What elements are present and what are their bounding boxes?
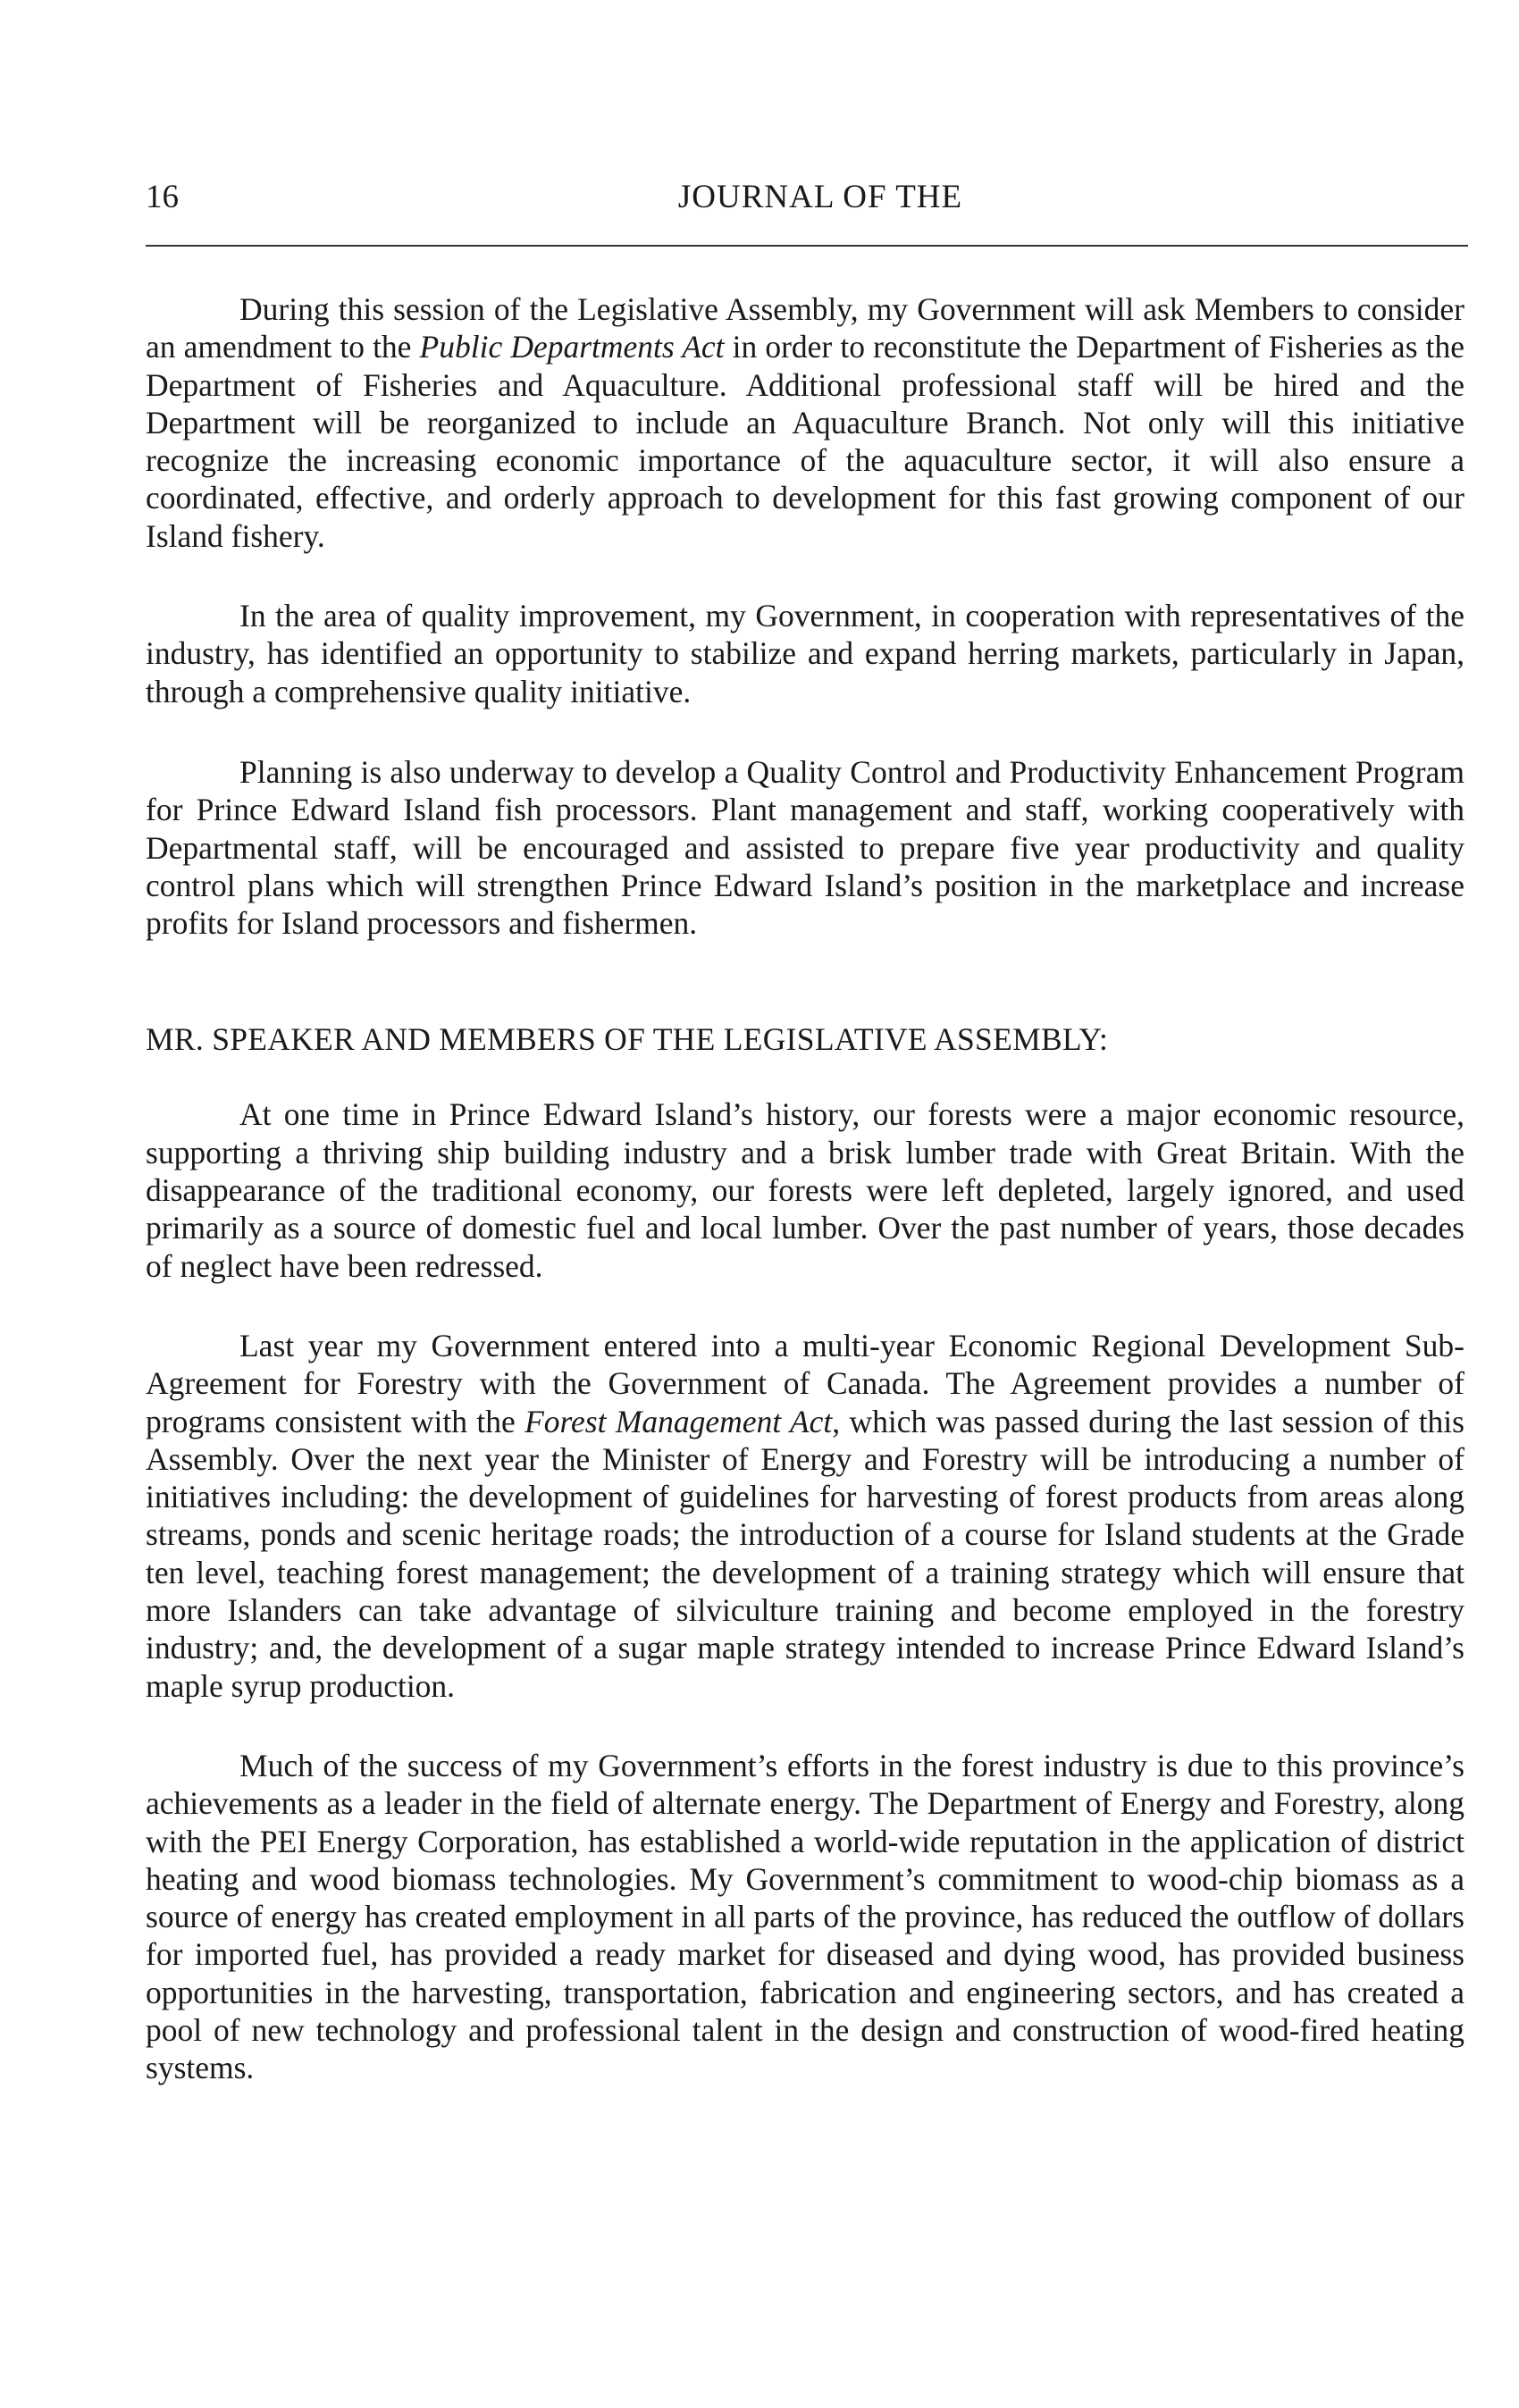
paragraph-gap [146, 1058, 1464, 1095]
paragraph-gap [146, 555, 1464, 597]
paragraph-gap [146, 710, 1464, 753]
page-number: 16 [146, 179, 179, 215]
journal-title: JOURNAL OF THE [677, 179, 963, 215]
paragraph-text: During this session of the Legislative Assembly, my Government will ask Members to consider an amendment to the [146, 291, 1464, 365]
section-heading: MR. SPEAKER AND MEMBERS OF THE LEGISLATIVE ASSEMBLY: [146, 1021, 1109, 1058]
paragraph-forests-history: At one time in Prince Edward Island’s history, our forests were a major economic resource, supporting a thriving ship building industry and a brisk lumber trade with Great Britain. With the disappearance of the traditional economy, our forests were left depleted, largely ignored, and used primarily as a source of domestic fuel and local lumber. Over the past number of years, those decades of neglect have been redressed. [146, 1096, 1464, 1284]
paragraph-quality-improvement: In the area of quality improvement, my Government, in cooperation with representatives of the industry, has identified an opportunity to stabilize and expand herring markets, particularly in Japan, through a comprehensive quality initiative. [146, 598, 1464, 709]
running-head [146, 175, 1468, 220]
act-title: Public Departments Act [419, 329, 725, 365]
paragraph-gap [146, 1705, 1464, 1747]
paragraph-text: in order to reconstitute the Department of Fisheries as the Department of Fisheries and Aquaculture. Additional professional staff will be hired and the Department will be reorganized to include an Aquaculture Branch. Not only will this initiative recognize the increasing economic importance of the aquaculture sector, it will also ensure a coordinated, effective, and orderly approach to development for this fast growing component of our Island fishery. [146, 329, 1464, 554]
paragraph-text: , which was passed during the last session of this Assembly. Over the next year the Minister of Energy and Forestry will be introducing a number of initiatives including: the development of guidelines for harvesting of forest products from areas along streams, ponds and scenic heritage roads; the introduction of a course for Island students at the Grade ten level, teaching forest management; the development of a training strategy which will ensure that more Islanders can take advantage of silviculture training and become employed in the forestry industry; and, the development of a sugar maple strategy intended to increase Prince Edward Island’s maple syrup production. [146, 1403, 1464, 1704]
header-rule [146, 245, 1468, 247]
paragraph-productivity-program: Planning is also underway to develop a Quality Control and Productivity Enhancement Program for Prince Edward Island fish processors. Plant management and staff, working cooperatively with Departmental staff, will be encouraged and assisted to prepare five year productivity and quality control plans which will strengthen Prince Edward Island’s position in the marketplace and increase profits for Island processors and fishermen. [146, 753, 1464, 942]
paragraph-text: Last year my Government entered into a multi-year Economic Regional Development Sub-Agreement for Forestry with the Government of Canada. The Agreement provides a number of programs consistent with the [146, 1327, 1464, 1439]
section-gap [146, 942, 1464, 1020]
paragraph-alternate-energy: Much of the success of my Government’s efforts in the forest industry is due to this province’s achievements as a leader in the field of alternate energy. The Department of Energy and Forestry, along with the PEI Energy Corporation, has established a world-wide reputation in the application of district heating and wood biomass technologies. My Government’s commitment to wood-chip biomass as a source of energy has created employment in all parts of the province, has reduced the outflow of dollars for imported fuel, has provided a ready market for diseased and dying wood, has provided business opportunities in the harvesting, transportation, fabrication and engineering sectors, and has created a pool of new technology and professional talent in the design and construction of wood-fired heating systems. [146, 1747, 1464, 2086]
paragraph-aquaculture [146, 290, 1464, 555]
paragraph-forestry-agreement [146, 1327, 1464, 1705]
act-title: Forest Management Act [525, 1403, 833, 1439]
body-text [146, 290, 1464, 2087]
paragraph-gap [146, 1285, 1464, 1327]
